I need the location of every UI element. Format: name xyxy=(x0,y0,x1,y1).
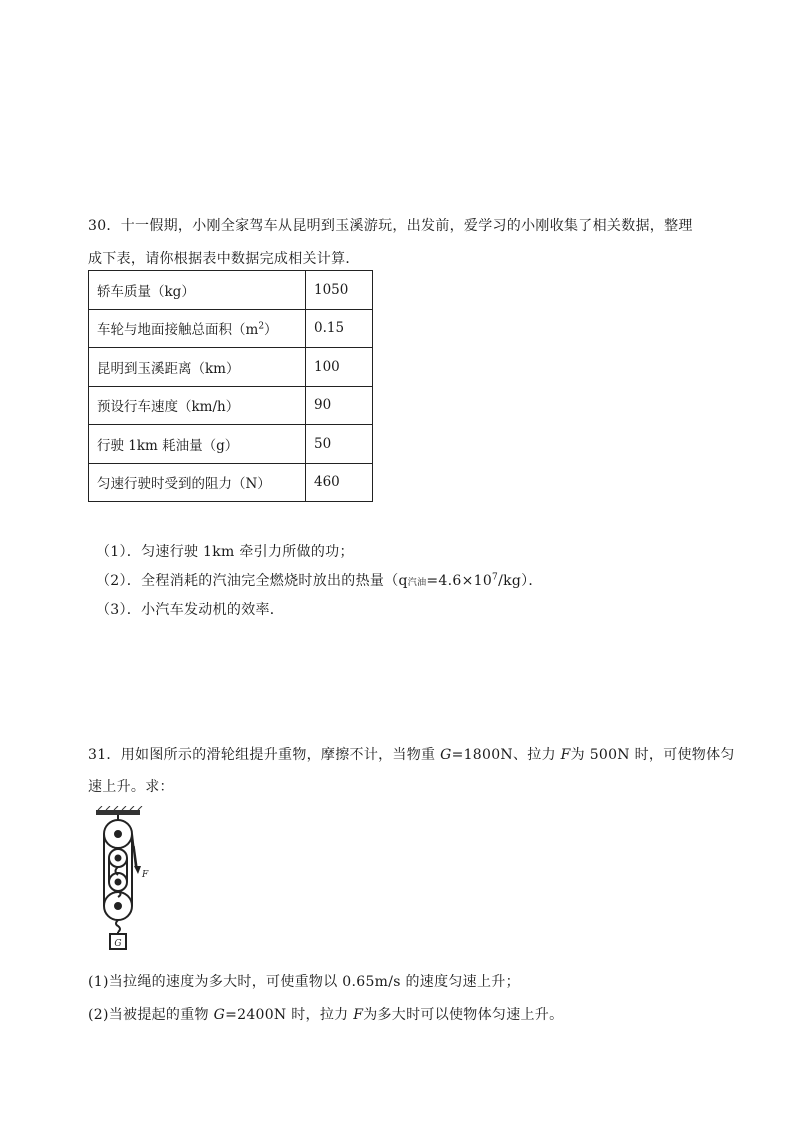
table-key: 预设行车速度（km/h） xyxy=(89,386,306,425)
q30-sub2-subscript: 汽油 xyxy=(407,578,427,588)
table-value: 50 xyxy=(306,425,373,464)
table-key-sup: 2 xyxy=(258,321,265,332)
table-value: 460 xyxy=(306,463,373,502)
table-row xyxy=(89,309,373,348)
q30-sub2-mid: =4.6×10 xyxy=(426,573,493,589)
q30-data-table xyxy=(88,270,373,502)
table-key: 行驶 1km 耗油量（g） xyxy=(89,425,306,464)
q31-line1-a: 31．用如图所示的滑轮组提升重物，摩擦不计，当物重 xyxy=(88,747,441,763)
table-row xyxy=(89,386,373,425)
pulley-diagram xyxy=(94,806,164,952)
weight-label: G xyxy=(114,939,122,949)
q30-line2: 成下表，请你根据表中数据完成相关计算． xyxy=(88,251,360,267)
q30-sub2-post: /kg）． xyxy=(498,573,543,589)
table-key xyxy=(89,309,306,348)
q30-sub3: （3）．小汽车发动机的效率． xyxy=(96,602,285,618)
table-key: 昆明到玉溪距离（km） xyxy=(89,348,306,387)
force-label: F xyxy=(142,870,149,880)
q31-sub2-b: =2400N 时，拉力 xyxy=(225,1007,354,1023)
q31-sub2-f: F xyxy=(353,1007,364,1023)
table-row xyxy=(89,463,373,502)
table-value: 1050 xyxy=(306,271,373,310)
table-key-pre: 车轮与地面接触总面积（m xyxy=(97,322,259,339)
q31-sub2-a: (2)当被提起的重物 xyxy=(88,1007,214,1023)
q31-line1-g: G xyxy=(440,747,452,763)
q31-sub1: (1)当拉绳的速度为多大时，可使重物以 0.65m/s 的速度匀速上升； xyxy=(88,974,520,990)
q31-line2: 速上升。求： xyxy=(88,779,174,795)
q30-sub1: （1）．匀速行驶 1km 牵引力所做的功； xyxy=(96,544,354,560)
table-key: 轿车质量（kg） xyxy=(89,271,306,310)
table-value: 90 xyxy=(306,386,373,425)
q30-sub2-superscript: 7 xyxy=(492,572,499,583)
q30-sub2-pre: （2）．全程消耗的汽油完全燃烧时放出的热量（q xyxy=(96,573,408,589)
table-value: 100 xyxy=(306,348,373,387)
q30-line1: 30．十一假期，小刚全家驾车从昆明到玉溪游玩，出发前，爱学习的小刚收集了相关数据，整理 xyxy=(88,218,693,234)
q31-sub2-g: G xyxy=(213,1007,226,1023)
q31-line1-b: =1800N、拉力 xyxy=(451,747,561,763)
q31-line1 xyxy=(88,744,735,764)
table-key: 匀速行驶时受到的阻力（N） xyxy=(89,463,306,502)
q31-line1-f: F xyxy=(560,747,571,763)
table-key-post: ） xyxy=(264,322,278,339)
q31-sub2 xyxy=(88,1004,563,1024)
pull-force-arrow xyxy=(134,846,149,880)
table-row xyxy=(89,271,373,310)
table-row xyxy=(89,425,373,464)
q30-sub2 xyxy=(96,570,543,590)
hanging-weight xyxy=(110,920,126,949)
table-row xyxy=(89,348,373,387)
table-value: 0.15 xyxy=(306,309,373,348)
q31-line1-c: 为 500N 时，可使物体匀 xyxy=(570,747,735,763)
q31-sub2-c: 为多大时可以使物体匀速上升。 xyxy=(363,1007,564,1023)
ceiling-support xyxy=(96,806,142,820)
